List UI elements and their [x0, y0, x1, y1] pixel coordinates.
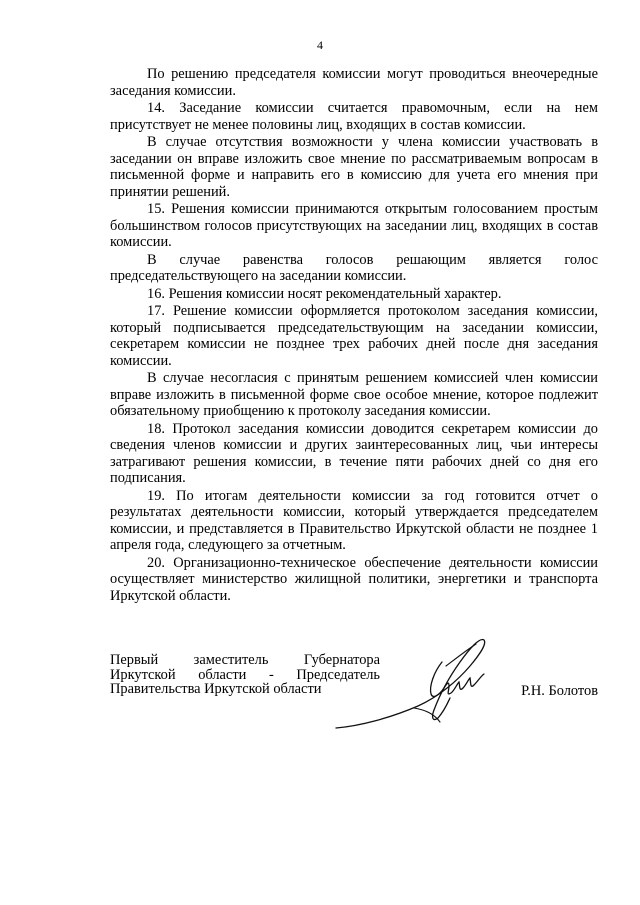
signatory-title-line: Правительства Иркутской области: [110, 681, 322, 697]
paragraph: В случае отсутствия возможности у члена комиссии участвовать в заседании он вправе изложить свое мнение по рассматриваемым вопросам в письменной форме и направить его в комиссию для учета его мнения при принятии решений.: [110, 134, 598, 200]
signatory-title-line: Первый заместитель Губернатора: [110, 652, 380, 668]
signatory-title-line: Иркутской области - Председатель: [110, 666, 380, 683]
paragraph: 15. Решения комиссии принимаются открытым голосованием простым большинством голосов присутствующих на заседании лиц, входящих в состав комиссии.: [110, 201, 598, 250]
paragraph: В случае равенства голосов решающим является голос председательствующего на заседании комиссии.: [110, 251, 598, 284]
paragraph: 19. По итогам деятельности комиссии за год готовится отчет о результатах деятельности комиссии, который утверждается председателем комиссии, и представляется в Правительство Иркутской области не позднее 1 апреля года, следующего за отчетным.: [110, 487, 598, 553]
page-number: 4: [317, 38, 323, 52]
paragraph: По решению председателя комиссии могут проводиться внеочередные заседания комиссии.: [110, 66, 598, 99]
paragraph: В случае несогласия с принятым решением комиссией член комиссии вправе изложить в письменной форме свое особое мнение, которое подлежит обязательному приобщению к протоколу заседания комиссии.: [110, 370, 598, 419]
paragraph: 14. Заседание комиссии считается правомочным, если на нем присутствует не менее половины лиц, входящих в состав комиссии.: [110, 100, 598, 133]
paragraph: 18. Протокол заседания комиссии доводится секретарем комиссии до сведения членов комиссии и других заинтересованных лиц, чьи интересы затрагивают решения комиссии, в течение пяти рабочих дней со дня его подписания.: [110, 420, 598, 486]
document-body: [110, 66, 598, 605]
paragraph: 17. Решение комиссии оформляется протоколом заседания комиссии, который подписывается председательствующим на заседании комиссии, секретарем комиссии не позднее трех рабочих дней после дня заседания комиссии.: [110, 303, 598, 369]
signatory-name: Р.Н. Болотов: [521, 683, 598, 699]
paragraph: 16. Решения комиссии носят рекомендательный характер.: [147, 285, 502, 302]
paragraph: 20. Организационно-техническое обеспечение деятельности комиссии осуществляет министерство жилищной политики, энергетики и транспорта Иркутской области.: [110, 554, 598, 604]
handwritten-signature: [330, 636, 500, 736]
